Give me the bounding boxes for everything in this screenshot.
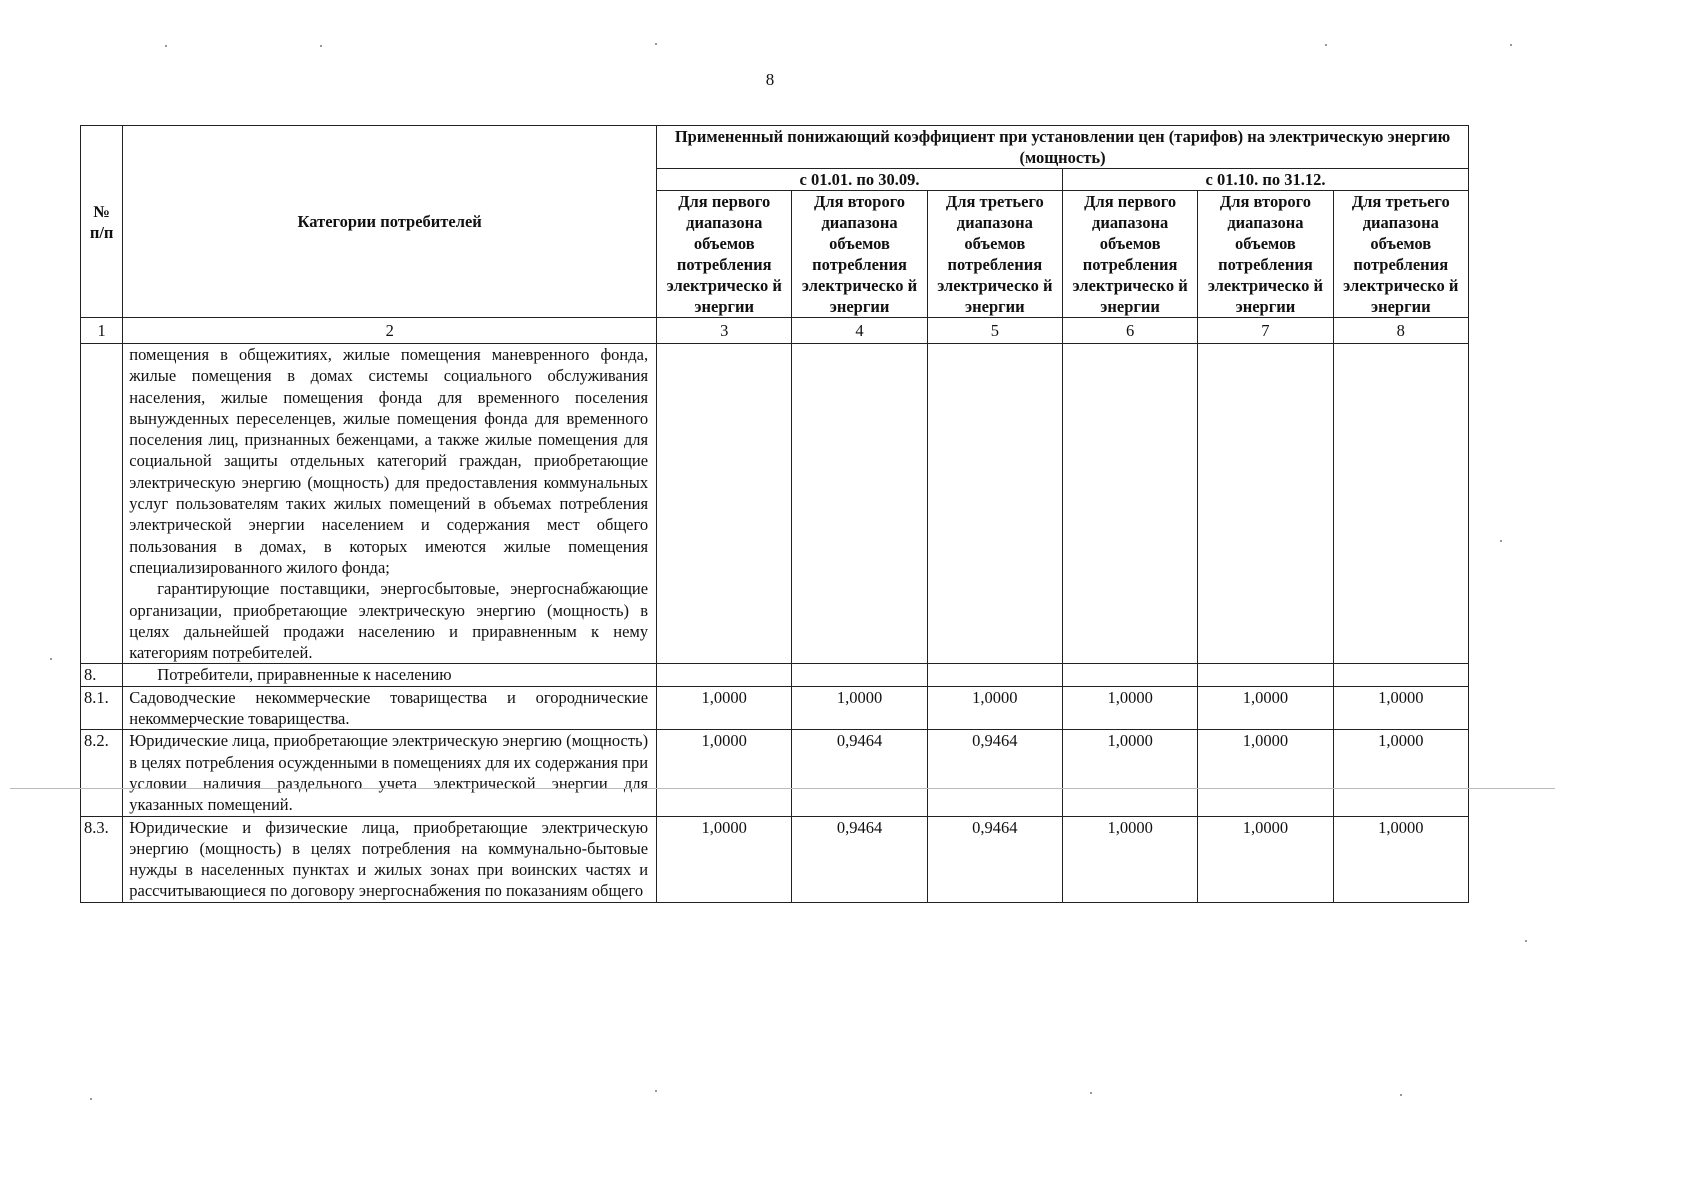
section-title: Потребители, приравненные к населению [123,664,657,686]
scan-fold-line [10,788,1555,789]
scan-speck [1400,1094,1402,1096]
column-index: 4 [792,318,927,344]
value-cell: 1,0000 [1333,686,1468,730]
value-cell [657,344,792,664]
table-row [81,816,1469,902]
column-index: 5 [927,318,1062,344]
value-cell: 0,9464 [927,816,1062,902]
page-number: 8 [765,70,775,89]
column-index: 2 [123,318,657,344]
header-range: Для третьего диапазона объемов потребления электрическо й энергии [1333,191,1468,318]
value-cell: 1,0000 [1198,816,1333,902]
header-range: Для первого диапазона объемов потребления электрическо й энергии [657,191,792,318]
scan-speck [1510,44,1512,46]
value-cell [927,664,1062,686]
scan-speck [1090,1092,1092,1094]
column-index: 7 [1198,318,1333,344]
value-cell: 1,0000 [1062,816,1197,902]
scan-speck [1500,540,1502,542]
value-cell: 1,0000 [927,686,1062,730]
value-cell: 1,0000 [1062,686,1197,730]
value-cell [1333,664,1468,686]
value-cell: 1,0000 [792,686,927,730]
value-cell: 1,0000 [1198,730,1333,816]
table-row [81,686,1469,730]
value-cell [1198,664,1333,686]
header-range: Для первого диапазона объемов потребления электрическо й энергии [1062,191,1197,318]
value-cell: 1,0000 [1198,686,1333,730]
row-number: 8. [81,664,123,686]
row-category: Садоводческие некоммерческие товарищества и огороднические некоммерческие товарищества. [123,686,657,730]
column-index-row [81,318,1469,344]
column-index: 3 [657,318,792,344]
value-cell [1062,664,1197,686]
table-row [81,730,1469,816]
row-category [123,344,657,664]
header-period-2: с 01.10. по 31.12. [1062,169,1468,191]
table-row-continuation [81,344,1469,664]
value-cell [792,664,927,686]
value-cell [927,344,1062,664]
value-cell [792,344,927,664]
row-category: Юридические лица, приобретающие электрическую энергию (мощность) в целях потребления осужденными в помещениях для их содержания при условии наличия раздельного учета электрической энергии для указанных помещений. [123,730,657,816]
header-period-1: с 01.01. по 30.09. [657,169,1063,191]
header-range: Для третьего диапазона объемов потребления электрическо й энергии [927,191,1062,318]
value-cell: 0,9464 [927,730,1062,816]
scan-speck [320,45,322,47]
header-coefficient: Примененный понижающий коэффициент при установлении цен (тарифов) на электрическую энергию (мощность) [657,126,1469,169]
header-num: № п/п [81,126,123,318]
value-cell: 1,0000 [1333,816,1468,902]
value-cell [1062,344,1197,664]
value-cell [1198,344,1333,664]
row-number: 8.1. [81,686,123,730]
value-cell: 1,0000 [1333,730,1468,816]
scan-speck [165,45,167,47]
value-cell: 1,0000 [657,816,792,902]
category-paragraph: помещения в общежитиях, жилые помещения маневренного фонда, жилые помещения в домах системы социального обслуживания населения, жилые помещения фонда для временного поселения вынужденных переселенцев, жилые помещения фонда для временного поселения лиц, признанных беженцами, а также жилые помещения для социальной защиты отдельных категорий граждан, приобретающие электрическую энергию (мощность) для предоставления коммунальных услуг пользователям таких жилых помещений в объемах потребления электрической энергии населением и содержания мест общего пользования в домах, в которых имеются жилые помещения специализированного жилого фонда; [129,345,649,577]
value-cell: 0,9464 [792,816,927,902]
value-cell: 1,0000 [1062,730,1197,816]
row-number: 8.2. [81,730,123,816]
scan-speck [1325,44,1327,46]
tariff-coefficient-table [80,125,1469,903]
scan-speck [655,1090,657,1092]
header-category: Категории потребителей [123,126,657,318]
scan-speck [90,1098,92,1100]
category-paragraph: гарантирующие поставщики, энергосбытовые, энергоснабжающие организации, приобретающие электрическую энергию (мощность) в целях дальнейшей продажи населению и приравненным к нему категориям потребителей. [129,579,649,663]
header-range: Для второго диапазона объемов потребления электрическо й энергии [1198,191,1333,318]
scan-speck [1525,940,1527,942]
value-cell: 1,0000 [657,730,792,816]
value-cell [657,664,792,686]
row-category: Юридические и физические лица, приобретающие электрическую энергию (мощность) в целях потребления на коммунально-бытовые нужды в населенных пунктах и жилых зонах при воинских частях и рассчитывающиеся по договору энергоснабжения по показаниям общего [123,816,657,902]
header-range: Для второго диапазона объемов потребления электрическо й энергии [792,191,927,318]
column-index: 8 [1333,318,1468,344]
table-row-section [81,664,1469,686]
scan-speck [50,658,52,660]
row-number: 8.3. [81,816,123,902]
row-number [81,344,123,664]
value-cell: 1,0000 [657,686,792,730]
column-index: 6 [1062,318,1197,344]
value-cell: 0,9464 [792,730,927,816]
value-cell [1333,344,1468,664]
scan-speck [655,43,657,45]
column-index: 1 [81,318,123,344]
